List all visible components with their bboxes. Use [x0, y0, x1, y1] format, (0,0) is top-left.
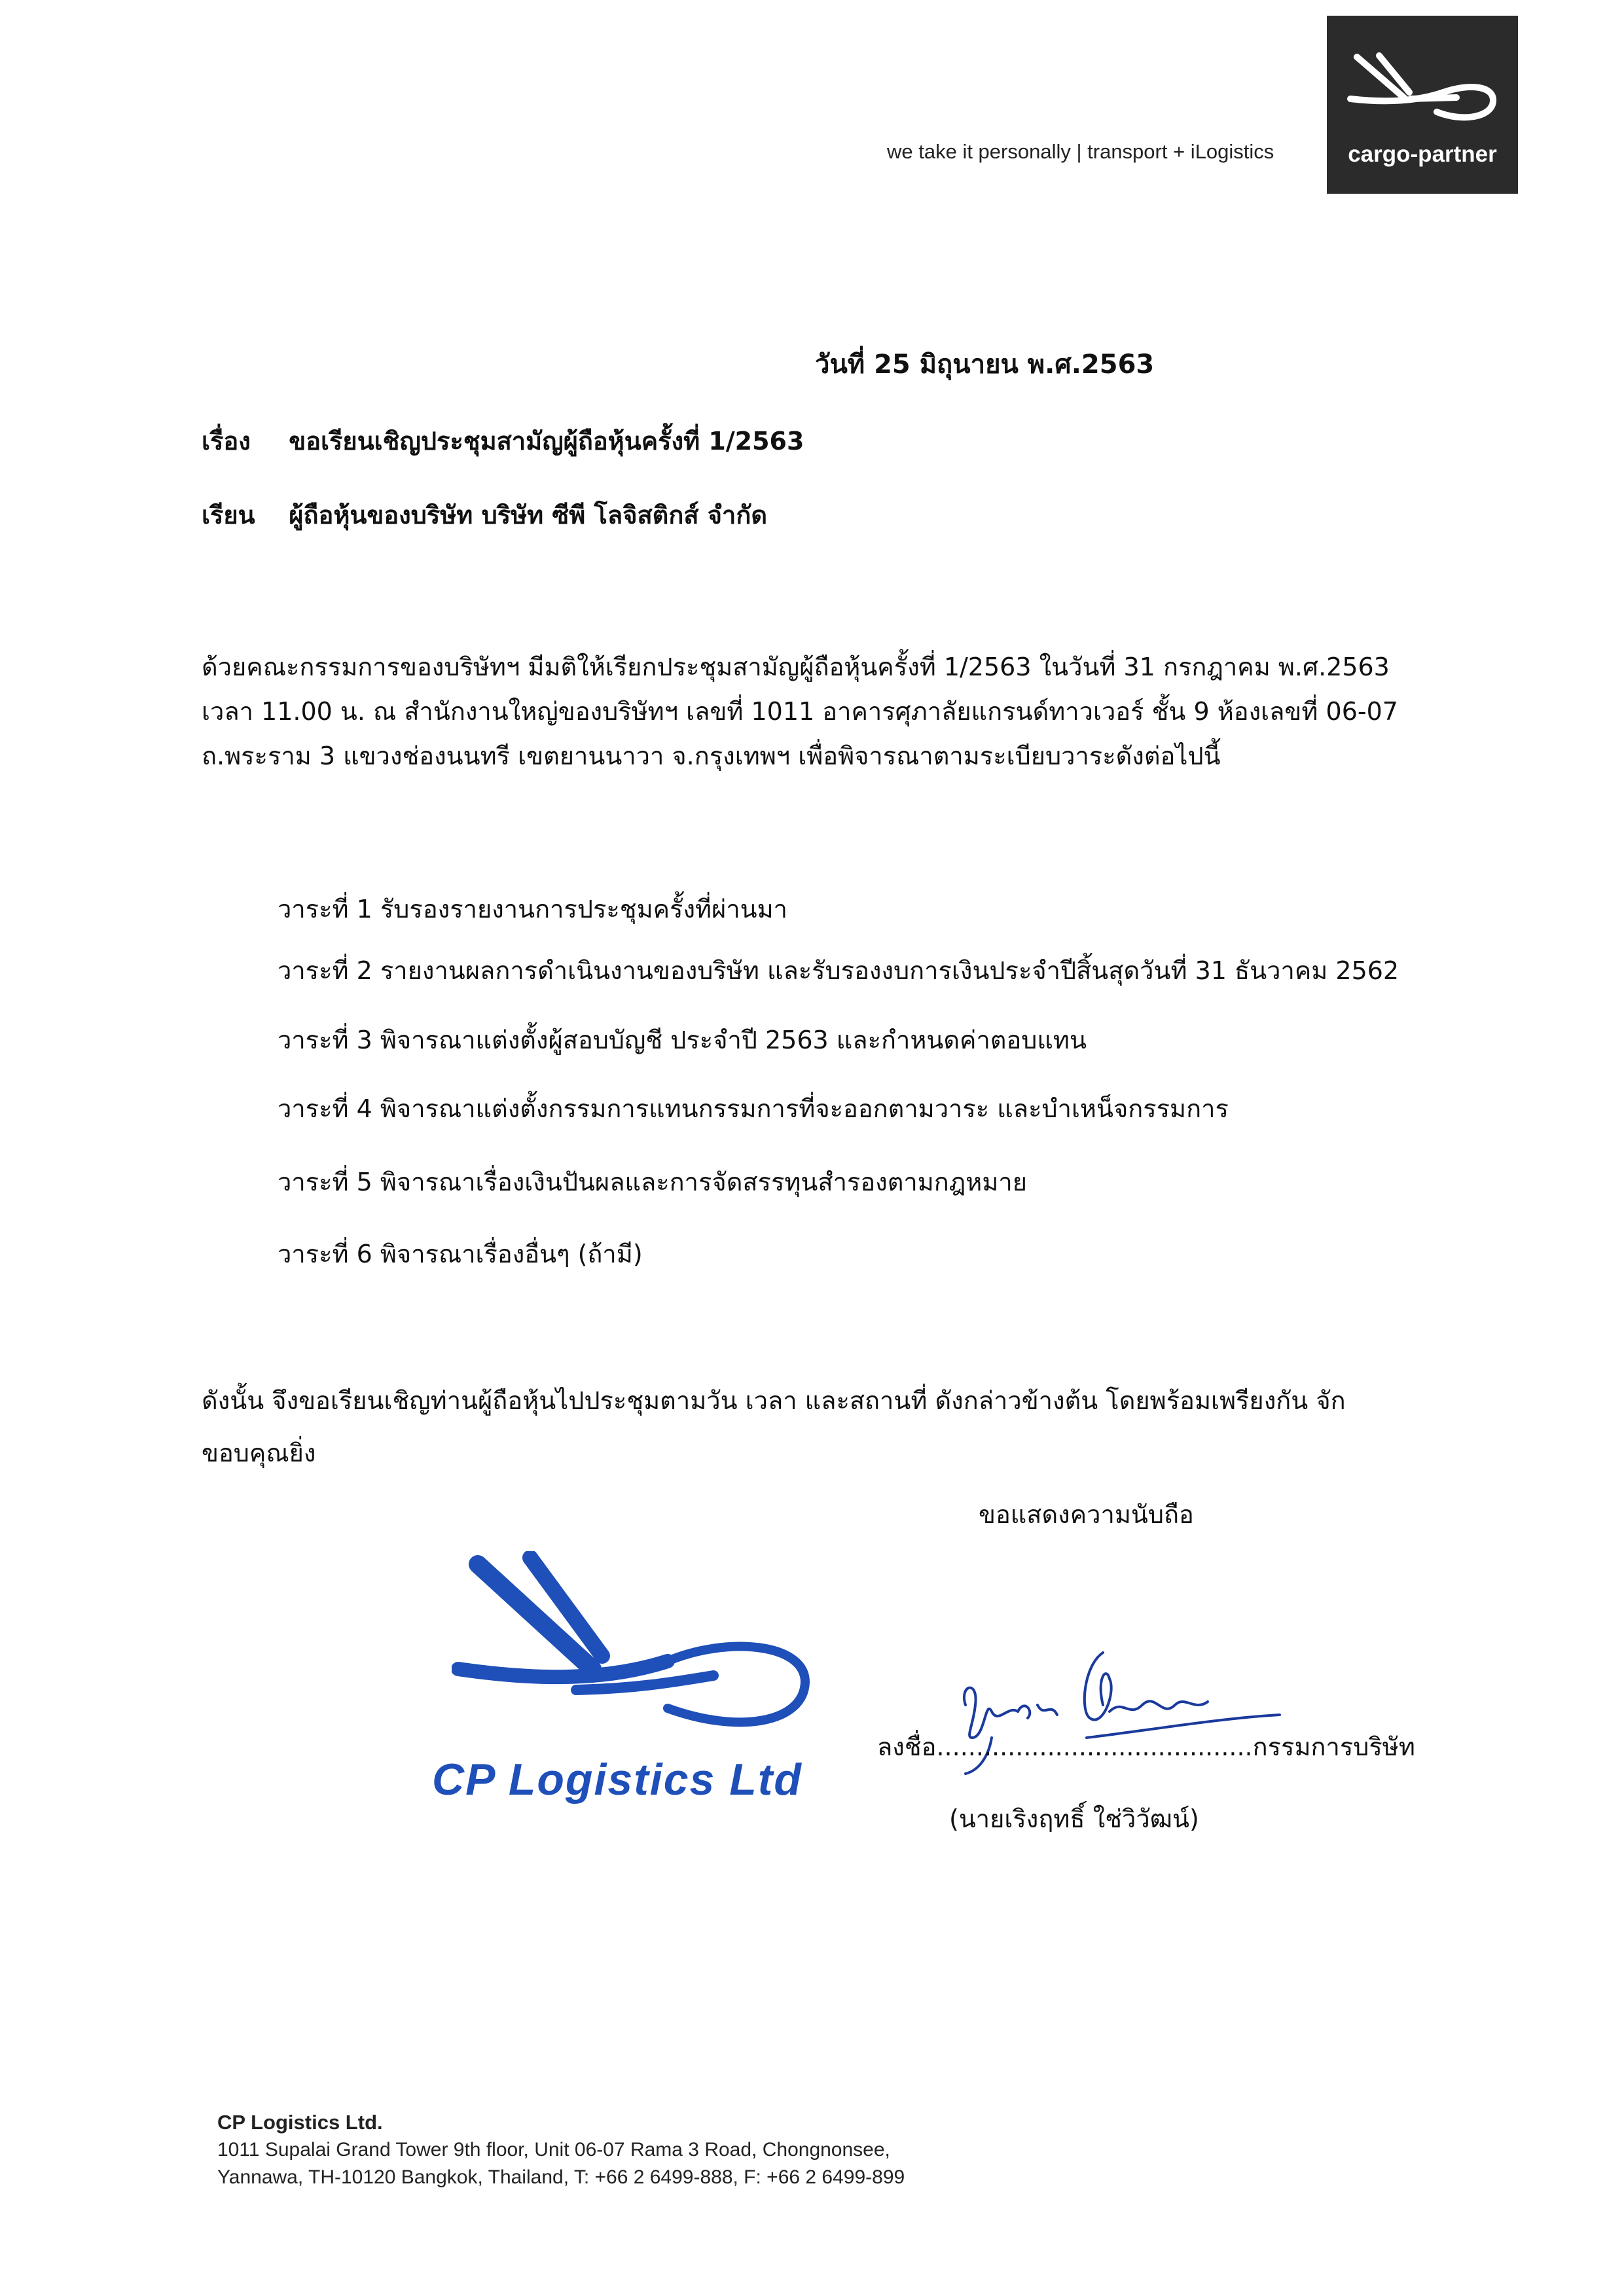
header-tagline: we take it personally | transport + iLogistics	[887, 140, 1274, 163]
intro-line: ด้วยคณะกรรมการของบริษัทฯ มีมติให้เรียกประชุมสามัญผู้ถือหุ้นครั้งที่ 1/2563 ในวันที่ 31 กรกฎาคม พ.ศ.2563	[202, 653, 1390, 681]
cp-bird-stamp-icon	[452, 1551, 818, 1754]
closing-line: ดังนั้น จึงขอเรียนเชิญท่านผู้ถือหุ้นไปประชุมตามวัน เวลา และสถานที่ ดังกล่าวข้างต้น โดยพร้อมเพรียงกัน จัก	[202, 1386, 1346, 1415]
subject-text: ขอเรียนเชิญประชุมสามัญผู้ถือหุ้นครั้งที่ 1/2563	[289, 427, 804, 456]
subject-label: เรื่อง	[202, 427, 251, 456]
signature-title: กรรมการบริษัท	[1252, 1732, 1415, 1761]
signature-line	[877, 1727, 1415, 1767]
letter-date: วันที่ 25 มิถุนายน พ.ศ.2563	[815, 350, 1155, 380]
intro-line: เวลา 11.00 น. ณ สำนักงานใหญ่ของบริษัทฯ เลขที่ 1011 อาคารศุภาลัยแกรนด์ทาวเวอร์ ชั้น 9 ห้องเลขที่ 06-07	[202, 697, 1398, 726]
footer	[217, 2109, 905, 2191]
agenda-item-3: วาระที่ 3 พิจารณาแต่งตั้งผู้สอบบัญชี ประจำปี 2563 และกำหนดค่าตอบแทน	[278, 1026, 1087, 1054]
signature-dots: ........................................	[936, 1732, 1253, 1761]
agenda-item-6: วาระที่ 6 พิจารณาเรื่องอื่นๆ (ถ้ามี)	[278, 1240, 643, 1268]
footer-company: CP Logistics Ltd.	[217, 2111, 383, 2134]
intro-line: ถ.พระราม 3 แขวงช่องนนทรี เขตยานนาวา จ.กรุงเทพฯ เพื่อพิจารณาตามระเบียบวาระดังต่อไปนี้	[202, 742, 1221, 770]
brand-name: cargo-partner	[1348, 141, 1497, 167]
footer-address-line: Yannawa, TH-10120 Bangkok, Thailand, T: +66 2 6499-888, F: +66 2 6499-899	[217, 2166, 905, 2188]
agenda-item-2: วาระที่ 2 รายงานผลการดำเนินงานของบริษัท และรับรองงบการเงินประจำปีสิ้นสุดวันที่ 31 ธันวาคม 2562	[278, 956, 1399, 985]
regards: ขอแสดงความนับถือ	[979, 1500, 1194, 1529]
intro-paragraph	[202, 645, 1432, 778]
agenda-item-5: วาระที่ 5 พิจารณาเรื่องเงินปันผลและการจัดสรรทุนสำรองตามกฎหมาย	[278, 1168, 1028, 1196]
bird-logo-icon	[1345, 52, 1500, 130]
signer-name: (นายเริงฤทธิ์ ใช่วิวัฒน์)	[949, 1804, 1199, 1833]
company-stamp-name: CP Logistics Ltd	[432, 1755, 803, 1804]
brand-logo	[1327, 16, 1518, 194]
subject-line	[202, 427, 804, 457]
footer-address-line: 1011 Supalai Grand Tower 9th floor, Unit 06-07 Rama 3 Road, Chongnonsee,	[217, 2139, 890, 2161]
recipient-label: เรียน	[202, 501, 255, 529]
agenda-item-4: วาระที่ 4 พิจารณาแต่งตั้งกรรมการแทนกรรมการที่จะออกตามวาระ และบำเหน็จกรรมการ	[278, 1094, 1229, 1123]
recipient-text: ผู้ถือหุ้นของบริษัท บริษัท ซีพี โลจิสติกส์ จำกัด	[289, 501, 768, 529]
signature-prefix: ลงชื่อ	[877, 1732, 937, 1761]
closing-line: ขอบคุณยิ่ง	[202, 1439, 316, 1467]
company-stamp	[452, 1551, 818, 1757]
closing-paragraph	[202, 1374, 1346, 1479]
recipient-line	[202, 501, 767, 531]
agenda-item-1: วาระที่ 1 รับรองรายงานการประชุมครั้งที่ผ่านมา	[278, 895, 788, 924]
